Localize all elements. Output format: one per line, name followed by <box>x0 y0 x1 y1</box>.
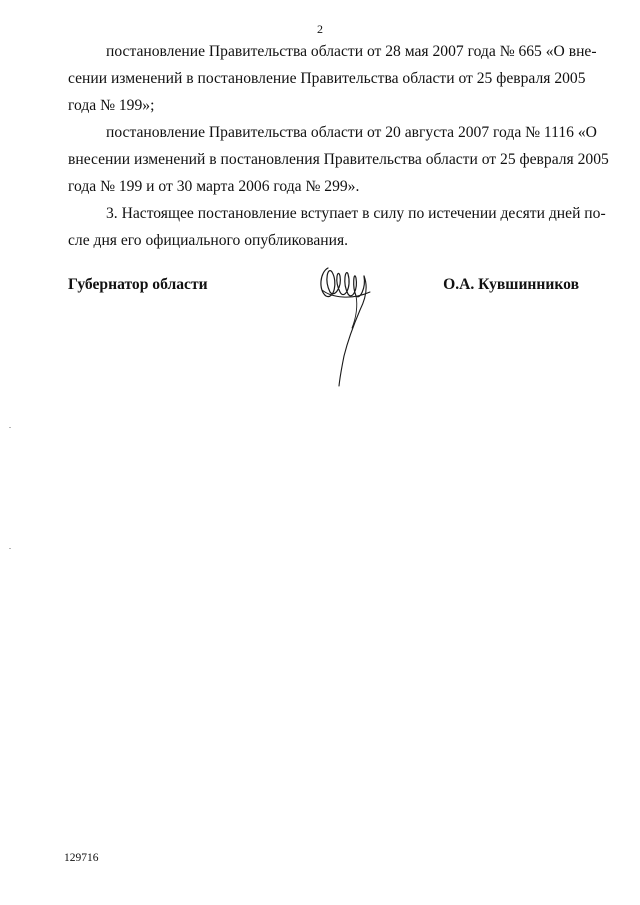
scan-margin-mark <box>9 548 11 549</box>
paragraph-1-line-2: сении изменений в постановление Правительства области от 25 февраля 2005 <box>68 70 586 87</box>
document-body <box>68 38 609 254</box>
paragraph-1-line-1: постановление Правительства области от 28 мая 2007 года № 665 «О вне- <box>106 43 597 60</box>
signer-title: Губернатор области <box>68 276 208 293</box>
page-number: 2 <box>317 22 323 36</box>
paragraph-3-line-2: сле дня его официального опубликования. <box>68 232 349 249</box>
paragraph-1-line-3: года № 199»; <box>68 97 155 114</box>
paragraph-2-line-3: года № 199 и от 30 марта 2006 года № 299». <box>68 178 360 195</box>
document-code: 129716 <box>64 852 99 864</box>
scan-margin-mark <box>9 427 11 428</box>
signer-name: О.А. Кувшинников <box>443 276 579 293</box>
paragraph-3-line-1: 3. Настоящее постановление вступает в силу по истечении десяти дней по- <box>106 205 606 222</box>
paragraph-2-line-1: постановление Правительства области от 20 августа 2007 года № 1116 «О <box>106 124 597 141</box>
paragraph-2-line-2: внесении изменений в постановления Правительства области от 25 февраля 2005 <box>68 151 609 168</box>
handwritten-signature <box>312 258 382 393</box>
